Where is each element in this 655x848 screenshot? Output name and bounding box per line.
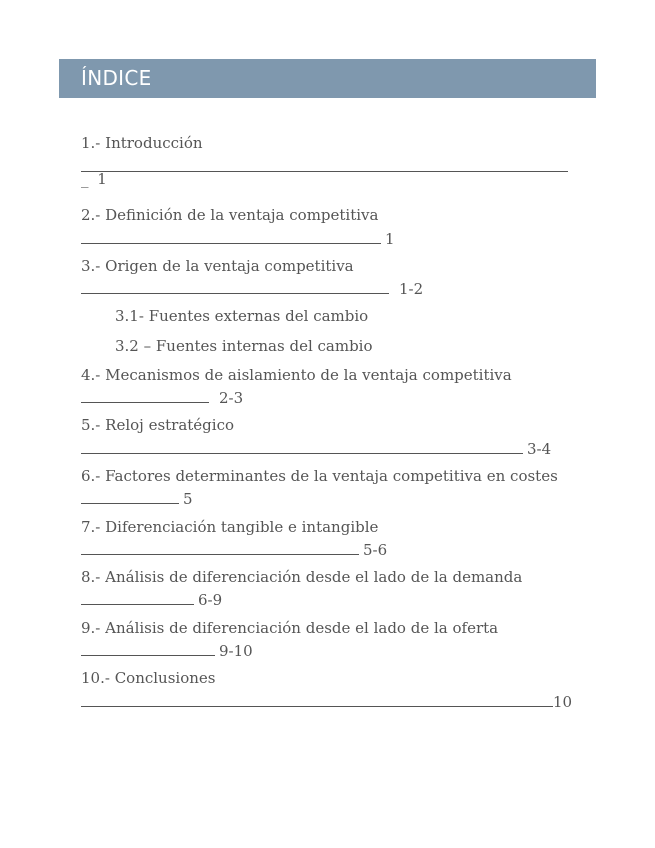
page-number: 5 [183,490,193,508]
toc-subentry-fuentes-internas: 3.2 – Fuentes internas del cambio [115,337,373,355]
toc-entry-factores: 6.- Factores determinantes de la ventaja competitiva en costes [81,467,558,485]
page-number: 5-6 [363,541,388,559]
toc-leader-definicion [81,228,395,248]
leader-line [81,691,553,707]
toc-leader-mecanismos [81,387,243,407]
leader-line [81,156,568,172]
toc-leader-factores [81,488,193,508]
toc-leader-analisis-demanda [81,589,222,609]
toc-entry-introduccion: 1.- Introducción [81,134,203,152]
toc-leader-analisis-oferta [81,640,253,660]
page-number: 9-10 [219,642,253,660]
toc-entry-conclusiones: 10.- Conclusiones [81,669,216,687]
toc-entry-origen: 3.- Origen de la ventaja competitiva [81,257,354,275]
toc-entry-analisis-oferta: 9.- Análisis de diferenciación desde el lado de la oferta [81,619,499,637]
page-title: ÍNDICE [81,66,152,90]
toc-page-introduccion [81,170,107,188]
leader-line [81,488,179,504]
toc-entry-diferenciacion: 7.- Diferenciación tangible e intangible [81,518,379,536]
toc-leader-diferenciacion [81,539,387,559]
page-number: 1-2 [399,280,424,298]
page-number: 1 [385,230,395,248]
leader-line [81,539,359,555]
toc-subentry-fuentes-externas: 3.1- Fuentes externas del cambio [115,307,369,325]
leader-line [81,387,209,403]
leader-line [81,278,389,294]
page-number: 2-3 [219,389,244,407]
leader-line [81,228,381,244]
leader-line [81,640,215,656]
index-header-banner [59,59,596,98]
leader-line [81,589,194,605]
toc-leader-conclusiones [81,691,572,711]
page-number: 6-9 [198,591,223,609]
toc-entry-definicion: 2.- Definición de la ventaja competitiva [81,206,379,224]
toc-entry-analisis-demanda: 8.- Análisis de diferenciación desde el lado de la demanda [81,568,523,586]
toc-leader-reloj [81,438,551,458]
toc-entry-mecanismos: 4.- Mecanismos de aislamiento de la ventaja competitiva [81,366,512,384]
toc-leader-origen [81,278,423,298]
page-number: 10 [553,693,573,711]
leader-fragment: _ [81,170,89,188]
page-number: 3-4 [527,440,552,458]
toc-entry-reloj: 5.- Reloj estratégico [81,416,235,434]
leader-line [81,438,523,454]
page-number: 1 [97,170,107,188]
toc-leader-introduccion [81,156,568,176]
